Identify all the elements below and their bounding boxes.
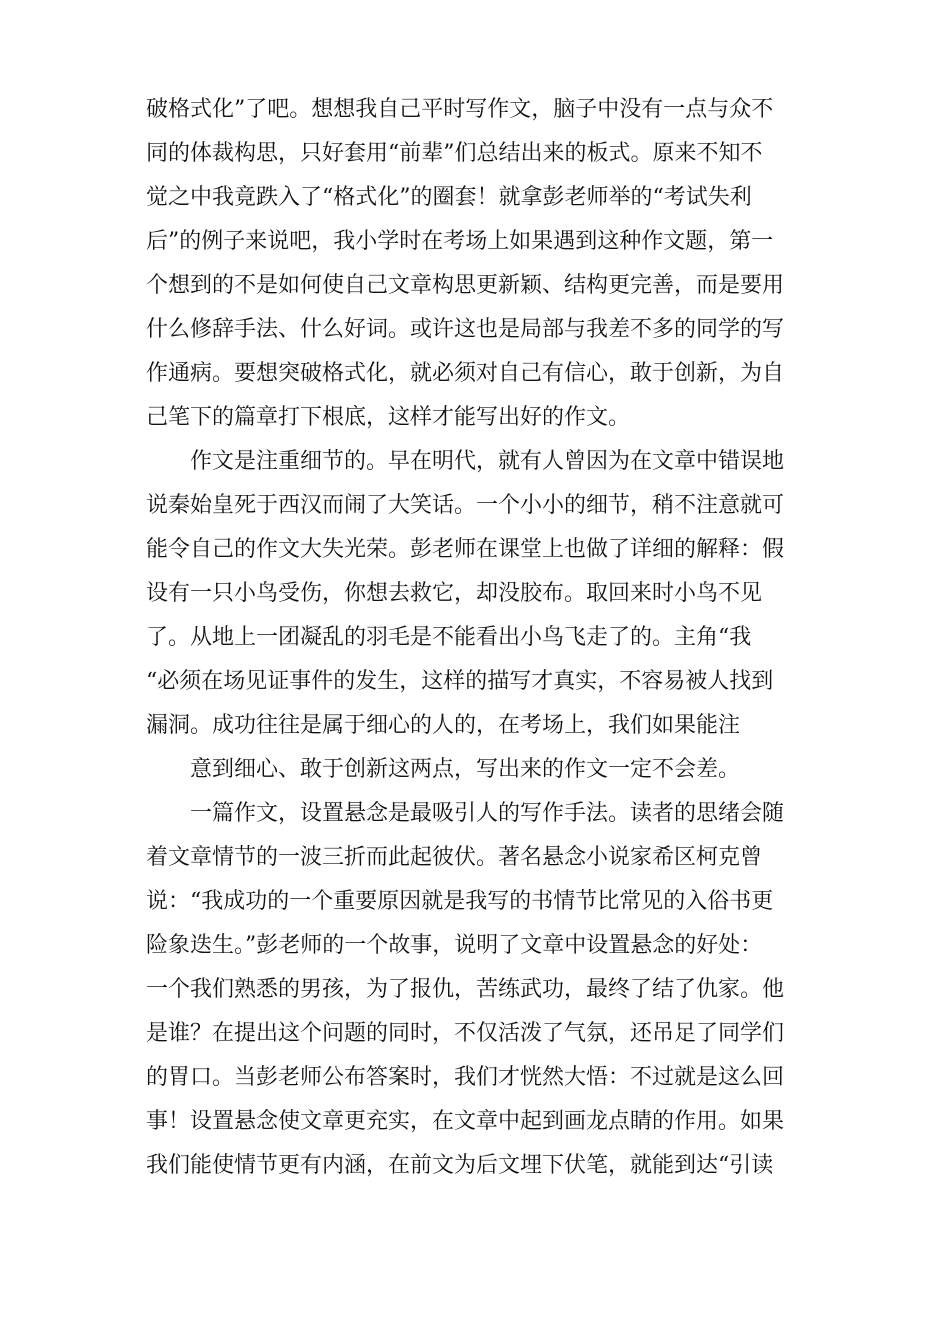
- text-line: 是谁？在提出这个问题的同时，不仅活泼了气氛，还吊足了同学们: [146, 1021, 785, 1046]
- text-line: 觉之中我竟跌入了“格式化”的圈套！就拿彭老师举的“考试失利: [146, 185, 752, 210]
- text-line: 设有一只小鸟受伤，你想去救它，却没胶布。取回来时小鸟不见: [146, 581, 763, 606]
- paragraph-first-line: 意到细心、敢于创新这两点，写出来的作文一定不会差。: [190, 757, 741, 782]
- text-line: 险象迭生。”彭老师的一个故事，说明了文章中设置悬念的好处：: [146, 933, 763, 958]
- text-line: 的胃口。当彭老师公布答案时，我们才恍然大悟：不过就是这么回: [146, 1065, 785, 1090]
- text-line: 说秦始皇死于西汉而闹了大笑话。一个小小的细节，稍不注意就可: [146, 493, 785, 518]
- text-line: 了。从地上一团凝乱的羽毛是不能看出小鸟飞走了的。主角“我: [146, 625, 752, 650]
- text-line: 漏洞。成功往往是属于细心的人的，在考场上，我们如果能注: [146, 713, 741, 738]
- text-line: 我们能使情节更有内涵，在前文为后文埋下伏笔，就能到达“引读: [146, 1153, 774, 1178]
- text-line: 能令自己的作文大失光荣。彭老师在课堂上也做了详细的解释：假: [146, 537, 785, 562]
- text-line: 作通病。要想突破格式化，就必须对自己有信心，敢于创新，为自: [146, 361, 785, 386]
- text-line: 破格式化”了吧。想想我自己平时写作文，脑子中没有一点与众不: [146, 97, 774, 122]
- text-line: 己笔下的篇章打下根底，这样才能写出好的作文。: [146, 405, 631, 430]
- text-line: 什么修辞手法、什么好词。或许这也是局部与我差不多的同学的写: [146, 317, 785, 342]
- text-line: “必须在场见证事件的发生，这样的描写才真实，不容易被人找到: [146, 669, 774, 694]
- paragraph-first-line: 作文是注重细节的。早在明代，就有人曾因为在文章中错误地: [190, 449, 785, 474]
- text-line: 后”的例子来说吧，我小学时在考场上如果遇到这种作文题，第一: [146, 229, 774, 254]
- text-line: 着文章情节的一波三折而此起彼伏。著名悬念小说家希区柯克曾: [146, 845, 763, 870]
- text-line: 个想到的不是如何使自己文章构思更新颖、结构更完善，而是要用: [146, 273, 785, 298]
- paragraph-first-line: 一篇作文，设置悬念是最吸引人的写作手法。读者的思绪会随: [190, 801, 785, 826]
- text-line: 说：“我成功的一个重要原因就是我写的书情节比常见的入俗书更: [146, 889, 774, 914]
- text-line: 一个我们熟悉的男孩，为了报仇，苦练武功，最终了结了仇家。他: [146, 977, 785, 1002]
- text-line: 同的体裁构思，只好套用“前辈”们总结出来的板式。原来不知不: [146, 141, 763, 166]
- text-line: 事！设置悬念使文章更充实，在文章中起到画龙点睛的作用。如果: [146, 1109, 785, 1134]
- body-text: [146, 88, 806, 1188]
